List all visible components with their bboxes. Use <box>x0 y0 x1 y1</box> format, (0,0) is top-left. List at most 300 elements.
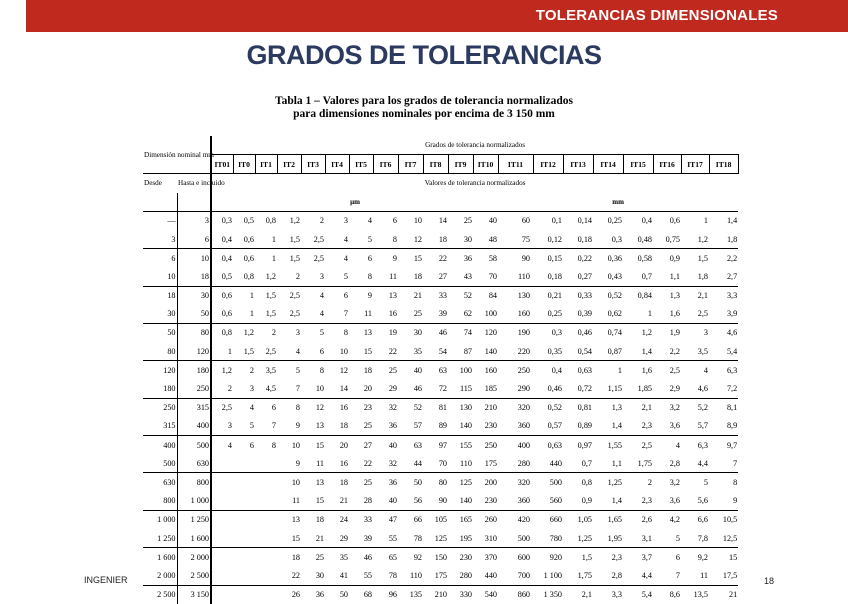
value-cell: 14 <box>423 211 448 230</box>
value-cell: 1,65 <box>593 510 623 529</box>
value-cell: 22 <box>363 458 372 468</box>
grade-header-it3: IT3 <box>301 155 325 174</box>
desde-label: Desde <box>144 179 162 188</box>
value-cell: 0,3 <box>533 323 563 342</box>
value-cell: 2 <box>295 271 300 281</box>
value-cell: 0,63 <box>563 361 593 380</box>
value-cell: 40 <box>373 436 398 455</box>
value-cell: 5,4 <box>726 346 738 356</box>
to-cell: 500 <box>177 436 211 455</box>
value-cell: 185 <box>484 384 497 394</box>
value-cell: 8 <box>392 234 397 244</box>
value-cell: 10 <box>398 211 423 230</box>
value-cell: 200 <box>473 473 498 492</box>
grade-header-it11: IT11 <box>498 155 533 174</box>
value-cell: 6 <box>373 211 398 230</box>
value-cell: 1 100 <box>543 570 562 580</box>
value-cell: 280 <box>459 570 472 580</box>
value-cell: 160 <box>517 309 530 319</box>
value-cell: 18 <box>438 234 447 244</box>
value-cell <box>211 529 233 548</box>
value-cell: 310 <box>484 533 497 543</box>
value-cell: 400 <box>498 436 533 455</box>
value-cell: 16 <box>325 398 349 417</box>
value-cell: 15 <box>709 548 738 567</box>
table-row <box>143 548 738 567</box>
value-cell: 1,4 <box>709 211 738 230</box>
value-cell: 1,55 <box>593 436 623 455</box>
value-cell: 1,4 <box>611 421 622 431</box>
value-cell: 0,5 <box>221 271 232 281</box>
dim-header: Dimensión nominal mm <box>143 136 211 174</box>
grade-header-it6: IT6 <box>373 155 398 174</box>
value-cell: 11 <box>364 309 372 319</box>
value-cell: 0,6 <box>243 234 254 244</box>
value-cell: 1,8 <box>697 271 708 281</box>
value-cell: 25 <box>363 421 372 431</box>
value-cell: 24 <box>325 510 349 529</box>
value-cell: 1,2 <box>623 323 653 342</box>
value-cell: 500 <box>517 533 530 543</box>
value-cell: 19 <box>373 323 398 342</box>
value-cell: 57 <box>413 421 422 431</box>
value-cell <box>211 566 233 585</box>
value-cell <box>255 473 277 492</box>
value-cell: 0,3 <box>211 211 233 230</box>
value-cell: 25 <box>448 211 473 230</box>
value-cell: 120 <box>473 323 498 342</box>
grade-header-it01: IT01 <box>211 155 233 174</box>
value-cell: 15 <box>398 249 423 268</box>
value-cell: 4,6 <box>697 384 708 394</box>
value-cell: 80 <box>423 473 448 492</box>
to-cell: 18 <box>177 267 211 286</box>
value-cell: 1,25 <box>593 473 623 492</box>
value-cell: 74 <box>448 323 473 342</box>
value-cell: 0,1 <box>533 211 563 230</box>
to-cell: 80 <box>177 323 211 342</box>
value-cell: 84 <box>473 286 498 305</box>
value-cell: 4,4 <box>697 458 708 468</box>
value-cell: 27 <box>438 271 447 281</box>
value-cell: 36 <box>301 585 325 604</box>
value-cell: 1,75 <box>637 458 652 468</box>
value-cell: 90 <box>498 249 533 268</box>
from-cell: 180 <box>143 379 177 398</box>
value-cell: 70 <box>438 458 447 468</box>
value-cell: 33 <box>349 510 373 529</box>
value-cell: 6,6 <box>681 510 709 529</box>
value-cell: 2 <box>227 384 232 394</box>
value-cell: 15 <box>291 533 300 543</box>
value-cell: 130 <box>448 398 473 417</box>
value-cell: 0,8 <box>211 323 233 342</box>
value-cell: 18 <box>301 510 325 529</box>
value-cell: 36 <box>388 421 397 431</box>
value-cell: 0,72 <box>577 384 592 394</box>
value-cell: 0,22 <box>563 249 593 268</box>
value-cell: 0,21 <box>533 286 563 305</box>
value-cell: 0,89 <box>577 421 592 431</box>
value-cell: 46 <box>349 548 373 567</box>
value-cell: 29 <box>339 533 348 543</box>
to-cell: 315 <box>177 398 211 417</box>
value-cell: 0,52 <box>533 398 563 417</box>
value-cell: 125 <box>448 473 473 492</box>
table-row <box>143 417 738 436</box>
value-cell: 0,84 <box>623 286 653 305</box>
grade-header-it0: IT0 <box>233 155 255 174</box>
value-cell: 5,4 <box>623 585 653 604</box>
to-cell: 250 <box>177 379 211 398</box>
value-cell: 96 <box>373 585 398 604</box>
value-cell: 1,3 <box>653 286 681 305</box>
value-cell: 10 <box>277 436 301 455</box>
from-cell: 80 <box>143 342 177 361</box>
value-cell: 1,5 <box>289 234 300 244</box>
value-cell: 89 <box>438 421 447 431</box>
from-cell: 1 250 <box>143 529 177 548</box>
value-cell: 190 <box>498 323 533 342</box>
value-cell <box>211 585 233 604</box>
value-cell: 250 <box>498 361 533 380</box>
value-cell: 105 <box>423 510 448 529</box>
table-row <box>143 492 738 511</box>
value-cell: 2,5 <box>211 398 233 417</box>
value-cell: 62 <box>463 309 472 319</box>
value-cell: 2,5 <box>301 249 325 268</box>
value-cell: 8,1 <box>709 398 738 417</box>
value-cell: 210 <box>423 585 448 604</box>
value-cell: 1,6 <box>623 361 653 380</box>
to-cell: 1 600 <box>177 529 211 548</box>
value-cell: 0,75 <box>665 234 680 244</box>
value-cell: 1,1 <box>611 458 622 468</box>
table-row <box>143 566 738 585</box>
to-cell: 2 500 <box>177 566 211 585</box>
value-cell: 63 <box>423 361 448 380</box>
value-cell: 16 <box>339 458 348 468</box>
value-cell: 560 <box>549 496 562 506</box>
value-cell: 1,2 <box>265 271 276 281</box>
value-cell: 3,2 <box>653 473 681 492</box>
value-cell: 30 <box>315 570 324 580</box>
value-cell: 46 <box>423 323 448 342</box>
value-cell: 2,5 <box>277 286 301 305</box>
value-cell: 2 <box>255 323 277 342</box>
value-cell: 4 <box>325 249 349 268</box>
value-cell: 2,3 <box>593 548 623 567</box>
value-cell: 22 <box>388 346 397 356</box>
value-cell: 3,7 <box>623 548 653 567</box>
value-cell: 0,12 <box>547 234 562 244</box>
value-cell: 46 <box>413 384 422 394</box>
grade-header-it2: IT2 <box>277 155 301 174</box>
value-cell <box>255 510 277 529</box>
value-cell <box>233 454 255 473</box>
page-title: GRADOS DE TOLERANCIAS <box>246 40 602 70</box>
value-cell: 0,6 <box>653 211 681 230</box>
value-cell: 2,2 <box>669 346 680 356</box>
to-cell: 180 <box>177 361 211 380</box>
value-cell: 110 <box>518 271 530 281</box>
value-cell: 0,74 <box>593 323 623 342</box>
value-cell: 52 <box>398 398 423 417</box>
value-cell <box>211 492 233 511</box>
value-cell: 6,3 <box>681 436 709 455</box>
value-cell: 17,5 <box>722 570 738 580</box>
value-cell: 15 <box>315 496 324 506</box>
value-cell: 7 <box>343 309 348 319</box>
value-cell: 30 <box>463 234 472 244</box>
value-cell: 175 <box>434 570 447 580</box>
value-cell: 6 <box>349 249 373 268</box>
value-cell: 14 <box>339 384 348 394</box>
value-cell: 1,5 <box>265 309 276 319</box>
value-cell: 25 <box>413 309 422 319</box>
table-row <box>143 267 738 286</box>
value-cell: 18 <box>349 361 373 380</box>
value-cell: 1 350 <box>533 585 563 604</box>
value-cell: 12,5 <box>722 533 738 543</box>
value-cell: 5 <box>675 533 680 543</box>
value-cell: 1,15 <box>607 384 622 394</box>
value-cell: 0,6 <box>233 249 255 268</box>
value-cell: 21 <box>398 286 423 305</box>
from-cell: 400 <box>143 436 177 455</box>
value-cell: 0,46 <box>547 384 562 394</box>
value-cell: 110 <box>460 458 472 468</box>
value-cell: 5,2 <box>681 398 709 417</box>
table-row <box>143 323 738 342</box>
value-cell: 0,54 <box>577 346 592 356</box>
value-cell: 2,3 <box>641 496 652 506</box>
value-cell: 41 <box>339 570 348 580</box>
value-cell: 10 <box>339 346 348 356</box>
value-cell: 97 <box>423 436 448 455</box>
value-cell: 0,27 <box>577 271 592 281</box>
grade-header-it10: IT10 <box>473 155 498 174</box>
value-cell: 43 <box>463 271 472 281</box>
value-cell: 0,46 <box>563 323 593 342</box>
value-cell: 0,33 <box>563 286 593 305</box>
caption-line-2: para dimensiones nominales por encima de 3 150 mm <box>293 108 555 120</box>
value-cell: 540 <box>473 585 498 604</box>
value-cell: 32 <box>373 398 398 417</box>
value-cell: 1 <box>271 234 276 244</box>
value-cell: 6 <box>325 286 349 305</box>
value-cell: 18 <box>339 421 348 431</box>
value-cell: 1 <box>249 309 254 319</box>
value-cell: 230 <box>484 421 497 431</box>
value-cell: 1,5 <box>277 249 301 268</box>
value-cell <box>233 492 255 511</box>
value-cell: 13,5 <box>681 585 709 604</box>
value-cell: 165 <box>448 510 473 529</box>
value-cell <box>255 566 277 585</box>
value-cell: 1,4 <box>641 346 652 356</box>
value-cell: 52 <box>448 286 473 305</box>
value-cell: 320 <box>498 398 533 417</box>
value-cell: 5 <box>277 361 301 380</box>
value-cell: 9 <box>733 496 738 506</box>
value-cell: 140 <box>484 346 497 356</box>
value-cell: 160 <box>473 361 498 380</box>
value-cell: 90 <box>438 496 447 506</box>
value-cell: 36 <box>448 249 473 268</box>
table-row <box>143 379 738 398</box>
from-cell: 630 <box>143 473 177 492</box>
value-cell: 25 <box>373 361 398 380</box>
value-cell: 420 <box>498 510 533 529</box>
tolerance-table-body <box>143 136 738 604</box>
header-bar <box>26 0 848 32</box>
table-row <box>143 230 738 249</box>
value-cell: 0,52 <box>593 286 623 305</box>
value-cell: 1,4 <box>611 496 622 506</box>
value-cell: 0,8 <box>563 473 593 492</box>
value-cell: 1 <box>227 346 232 356</box>
value-cell: 3,5 <box>697 346 708 356</box>
grade-header-it8: IT8 <box>423 155 448 174</box>
value-cell: 155 <box>448 436 473 455</box>
value-cell: 175 <box>484 458 497 468</box>
value-cell: 4,6 <box>709 323 738 342</box>
from-cell: 18 <box>143 286 177 305</box>
value-cell: 1 <box>593 361 623 380</box>
value-cell: 32 <box>388 458 397 468</box>
value-cell: 63 <box>398 436 423 455</box>
value-cell: 92 <box>398 548 423 567</box>
value-cell: 6 <box>319 346 324 356</box>
value-cell: 8 <box>301 361 325 380</box>
from-cell: 315 <box>143 417 177 436</box>
value-cell: 0,7 <box>641 271 652 281</box>
values-header: Valores de tolerancia normalizados <box>424 179 526 188</box>
value-cell: 8 <box>709 473 738 492</box>
value-cell: 500 <box>533 473 563 492</box>
value-cell: 1 <box>233 286 255 305</box>
from-cell: 10 <box>143 267 177 286</box>
value-cell: 0,25 <box>547 309 562 319</box>
value-cell: 2 <box>623 473 653 492</box>
value-cell: 30 <box>398 323 423 342</box>
value-cell: 22 <box>423 249 448 268</box>
to-cell: 400 <box>177 417 211 436</box>
value-cell: 2,9 <box>669 384 680 394</box>
value-cell: 1,25 <box>577 533 592 543</box>
value-cell: 1,5 <box>243 346 254 356</box>
value-cell: 0,25 <box>593 211 623 230</box>
value-cell: 3 <box>277 323 301 342</box>
table-row <box>143 454 738 473</box>
value-cell: 0,5 <box>233 211 255 230</box>
value-cell: 9 <box>349 286 373 305</box>
grade-header-it1: IT1 <box>255 155 277 174</box>
value-cell: 4,2 <box>653 510 681 529</box>
value-cell: 9 <box>295 458 300 468</box>
value-cell: 360 <box>517 496 530 506</box>
value-cell: 13 <box>373 286 398 305</box>
to-cell: 3 150 <box>177 585 211 604</box>
value-cell: 66 <box>398 510 423 529</box>
value-cell: 1,75 <box>577 570 592 580</box>
value-cell: 2,5 <box>623 436 653 455</box>
grade-header-it12: IT12 <box>533 155 563 174</box>
value-cell: 230 <box>484 496 497 506</box>
value-cell: 125 <box>434 533 447 543</box>
value-cell: 4 <box>233 398 255 417</box>
grade-header-it14: IT14 <box>593 155 623 174</box>
value-cell: 21 <box>315 533 324 543</box>
table-row <box>143 398 738 417</box>
unit-um: µm <box>211 193 498 212</box>
to-cell: 2 000 <box>177 548 211 567</box>
value-cell: 3,6 <box>669 421 680 431</box>
value-cell: 700 <box>517 570 530 580</box>
value-cell: 7 <box>675 570 680 580</box>
value-cell: 8 <box>325 323 349 342</box>
value-cell: 22 <box>291 570 300 580</box>
value-cell: 25 <box>301 548 325 567</box>
value-cell: 0,87 <box>607 346 622 356</box>
value-cell: 0,36 <box>593 249 623 268</box>
value-cell: 0,8 <box>255 211 277 230</box>
table-row <box>143 342 738 361</box>
value-cell: 1,5 <box>255 286 277 305</box>
value-cell: 75 <box>521 234 530 244</box>
value-cell: 0,9 <box>581 496 592 506</box>
value-cell: 11 <box>292 496 300 506</box>
value-cell <box>233 473 255 492</box>
value-cell: 5 <box>343 271 348 281</box>
value-cell <box>211 454 233 473</box>
value-cell: 4 <box>343 234 348 244</box>
value-cell: 12 <box>301 398 325 417</box>
value-cell: 1,1 <box>669 271 680 281</box>
value-cell: 40 <box>388 496 397 506</box>
value-cell: 3,3 <box>709 286 738 305</box>
value-cell: 920 <box>533 548 563 567</box>
to-cell: 3 <box>177 211 211 230</box>
grade-header-row <box>143 155 738 174</box>
value-cell: 4 <box>319 309 324 319</box>
value-cell: 55 <box>363 570 372 580</box>
grade-header-it13: IT13 <box>563 155 593 174</box>
value-cell: 55 <box>388 533 397 543</box>
value-cell: 0,35 <box>547 346 562 356</box>
value-cell: 87 <box>463 346 472 356</box>
value-cell: 150 <box>423 548 448 567</box>
value-cell: 18 <box>277 548 301 567</box>
value-cell: 4 <box>301 286 325 305</box>
value-cell: 860 <box>498 585 533 604</box>
value-cell: 1,5 <box>563 548 593 567</box>
page-number: 18 <box>764 576 775 586</box>
value-cell: 18 <box>413 271 422 281</box>
value-cell: 195 <box>459 533 472 543</box>
from-cell: 6 <box>143 249 177 268</box>
value-cell: 15 <box>363 346 372 356</box>
value-cell: 4,5 <box>265 384 276 394</box>
value-cell: 1,95 <box>607 533 622 543</box>
value-cell: 6 <box>255 398 277 417</box>
value-cell: 2,5 <box>653 361 681 380</box>
value-cell: 50 <box>398 473 423 492</box>
value-cell: 10 <box>315 384 324 394</box>
value-cell: 135 <box>398 585 423 604</box>
value-cell: 26 <box>277 585 301 604</box>
